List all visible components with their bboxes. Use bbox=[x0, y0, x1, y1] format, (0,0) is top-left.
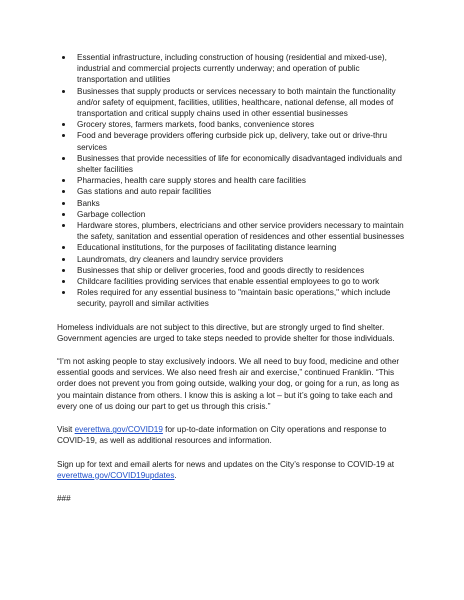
list-item-text: Grocery stores, farmers markets, food banks, convenience stores bbox=[77, 120, 315, 130]
covid19-updates-link[interactable]: everettwa.gov/COVID19updates bbox=[57, 470, 175, 480]
list-item bbox=[77, 130, 409, 152]
bullet-icon bbox=[62, 190, 65, 193]
list-item bbox=[77, 276, 409, 287]
list-item-text: Businesses that provide necessities of life for economically disadvantaged individuals and shelter facilities bbox=[77, 153, 402, 175]
list-item bbox=[77, 220, 409, 242]
list-item-text: Essential infrastructure, including construction of housing (residential and mixed-use), industrial and commercial projects currently underway; and operation of public transportation and utilities bbox=[77, 53, 387, 85]
signup-paragraph bbox=[57, 459, 409, 481]
visit-paragraph bbox=[57, 424, 409, 446]
list-item bbox=[77, 287, 409, 309]
bullet-icon bbox=[62, 246, 65, 249]
list-item bbox=[77, 242, 409, 253]
bullet-icon bbox=[62, 179, 65, 182]
bullet-icon bbox=[62, 291, 65, 294]
list-item bbox=[77, 265, 409, 276]
bullet-icon bbox=[62, 213, 65, 216]
bullet-icon bbox=[62, 134, 65, 137]
bullet-icon bbox=[62, 280, 65, 283]
list-item bbox=[77, 175, 409, 186]
bullet-icon bbox=[62, 202, 65, 205]
document-body bbox=[57, 52, 409, 504]
bullet-icon bbox=[62, 224, 65, 227]
list-item bbox=[77, 52, 409, 86]
list-item-text: Childcare facilities providing services that enable essential employees to go to work bbox=[77, 277, 380, 287]
essential-businesses-list bbox=[57, 52, 409, 310]
list-item-text: Businesses that supply products or services necessary to both maintain the functionality and/or safety of equipment, facilities, utilities, healthcare, national defense, all modes of transportation and critical supply chains used in other essential businesses bbox=[77, 86, 396, 119]
end-mark: ### bbox=[57, 493, 71, 503]
list-item-text: Roles required for any essential business to "maintain basic operations," which include security, payroll and similar activities bbox=[77, 288, 391, 309]
visit-suffix: for up-to-date information on City operations and response to COVID-19, as well as additional resources and information. bbox=[57, 425, 387, 446]
list-item-text: Businesses that ship or deliver groceries, food and goods directly to residences bbox=[77, 265, 365, 275]
list-item-text: Food and beverage providers offering curbside pick up, delivery, take out or drive-thru services bbox=[77, 131, 388, 152]
bullet-icon bbox=[62, 157, 65, 160]
homeless-paragraph: Homeless individuals are not subject to this directive, but are strongly urged to find shelter. Government agencies are urged to take steps needed to provide shelter for those individuals. bbox=[57, 322, 395, 343]
list-item-text: Banks bbox=[77, 198, 100, 208]
list-item-text: Educational institutions, for the purposes of facilitating distance learning bbox=[77, 243, 337, 253]
list-item-text: Garbage collection bbox=[77, 209, 146, 219]
list-item bbox=[77, 153, 409, 175]
quote-paragraph: “I’m not asking people to stay exclusively indoors. We all need to buy food, medicine and other essential goods and services. We also need fresh air and exercise,” continued Franklin. “This order does not prevent you from going outside, walking your dog, or going for a run, as long as you maintain distance from others. I know this is asking a lot – but it’s going to take each and every one of us doing our part to get us through this crisis.” bbox=[57, 357, 400, 411]
list-item-text: Hardware stores, plumbers, electricians and other service providers necessary to maintain the safety, sanitation and essential operation of residences and other essential businesses bbox=[77, 221, 405, 242]
list-item-text: Pharmacies, health care supply stores and health care facilities bbox=[77, 176, 306, 186]
list-item bbox=[77, 254, 409, 265]
list-item bbox=[77, 119, 409, 130]
signup-suffix: . bbox=[174, 470, 177, 480]
visit-prefix: Visit bbox=[57, 425, 75, 435]
list-item bbox=[77, 186, 409, 197]
list-item bbox=[77, 86, 409, 120]
bullet-icon bbox=[62, 123, 65, 126]
signup-prefix: Sign up for text and email alerts for news and updates on the City’s response to COVID-19 at bbox=[57, 459, 395, 469]
covid19-link[interactable]: everettwa.gov/COVID19 bbox=[74, 425, 163, 435]
list-item-text: Gas stations and auto repair facilities bbox=[77, 187, 212, 197]
list-item bbox=[77, 209, 409, 220]
bullet-icon bbox=[62, 258, 65, 261]
bullet-icon bbox=[62, 269, 65, 272]
list-item-text: Laundromats, dry cleaners and laundry service providers bbox=[77, 254, 284, 264]
bullet-icon bbox=[62, 90, 65, 93]
list-item bbox=[77, 198, 409, 209]
bullet-icon bbox=[62, 56, 65, 59]
